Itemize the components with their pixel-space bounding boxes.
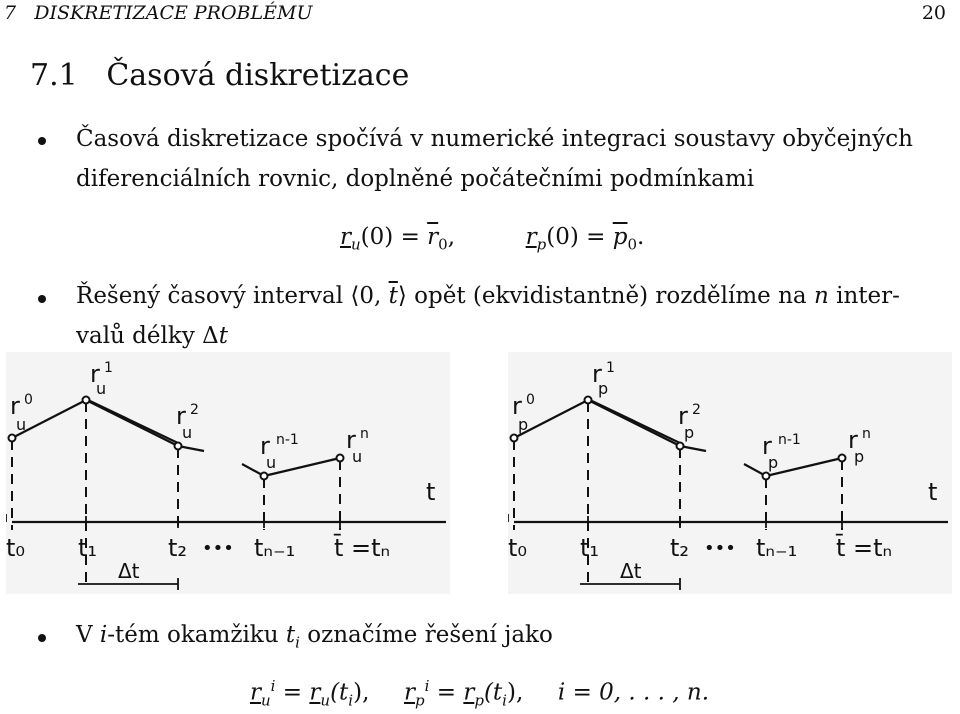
svg-text:•••: ••• (704, 538, 736, 559)
svg-text:p: p (768, 453, 779, 472)
section-number: 7.1 (30, 58, 78, 93)
var-r0: $\overline{r}$ (427, 224, 439, 250)
svg-text:tₙ₋₁: tₙ₋₁ (254, 534, 296, 562)
svg-text:p: p (518, 415, 529, 434)
chapter-title: DISKRETIZACE PROBLÉMU (34, 2, 313, 24)
section-heading (30, 58, 409, 93)
sub-i: i (502, 691, 507, 710)
bullet3-text-b: -tém okamžiku (107, 622, 286, 648)
svg-text:r: r (90, 360, 100, 388)
solution-notation-equation (250, 677, 709, 709)
svg-text:t̄ =tₙ: t̄ =tₙ (334, 534, 391, 562)
var-r: r (340, 224, 351, 250)
bullet3-text-a: V (76, 622, 100, 648)
svg-text:r: r (592, 360, 602, 388)
sub-p: p (536, 235, 547, 254)
svg-text:p: p (854, 447, 865, 466)
sub-p: p (474, 691, 484, 710)
svg-text:u: u (96, 379, 107, 398)
svg-text:t₀: t₀ (508, 534, 528, 562)
eq-end: . (637, 224, 645, 250)
arg-t: (t (483, 679, 503, 706)
svg-text:r: r (512, 392, 522, 420)
svg-text:t₁: t₁ (78, 534, 98, 562)
svg-text:2: 2 (190, 402, 199, 418)
svg-text:u: u (266, 453, 277, 472)
svg-text:t₂: t₂ (168, 534, 188, 562)
sub-i: i (295, 633, 300, 652)
bullet3-line (76, 622, 553, 652)
svg-text:p: p (684, 423, 695, 442)
svg-text:r: r (678, 402, 688, 430)
var-t: t (218, 323, 228, 349)
arg-t: (t (330, 679, 349, 706)
running-header (4, 2, 312, 24)
var-r: r (463, 679, 475, 706)
svg-text:t: t (928, 478, 938, 506)
close-paren: ), (353, 679, 370, 706)
bullet2-line2-text: valů délky Δ (76, 323, 219, 349)
svg-text:1: 1 (606, 360, 615, 376)
svg-text:1: 1 (104, 360, 113, 376)
index-range: i = 0, . . . , n. (557, 679, 710, 706)
svg-text:n-1: n-1 (778, 432, 801, 448)
bullet-icon (38, 137, 46, 145)
bullet2-text-c: inter- (828, 283, 900, 309)
eq-arg: (0) = (546, 224, 613, 250)
var-t: t (285, 622, 296, 648)
bullet1-line1: Časová diskretizace spočívá v numerické integraci soustavy obyčejných (76, 126, 913, 152)
svg-text:n: n (360, 426, 369, 442)
close-paren: ), (506, 679, 524, 706)
bullet-icon (38, 634, 46, 642)
svg-text:r: r (260, 432, 270, 460)
initial-conditions-equation (340, 224, 644, 254)
figure-right-timeline (508, 352, 952, 594)
svg-text:0: 0 (526, 392, 535, 408)
var-r: r (404, 679, 416, 706)
svg-text:t̄ =tₙ: t̄ =tₙ (836, 534, 893, 562)
sub-u: u (351, 235, 361, 254)
eq-sign: = (275, 679, 310, 706)
var-r: r (525, 224, 537, 250)
svg-text:0: 0 (24, 392, 33, 408)
var-p0: $\overline{p}$ (612, 224, 628, 250)
svg-text:n-1: n-1 (276, 432, 299, 448)
bullet2-text-a: Řešený časový interval ⟨0, (76, 283, 389, 309)
eq-sep: , (447, 224, 456, 250)
svg-text:Δt: Δt (118, 559, 140, 583)
bullet1-line2: diferenciálních rovnic, doplněné počátečními podmínkami (76, 166, 755, 192)
var-n: n (813, 283, 829, 309)
svg-text:r: r (176, 402, 186, 430)
eq-arg: (0) = (360, 224, 428, 250)
sub-0: 0 (438, 235, 448, 254)
t-bar: $\overline{t}$ (388, 283, 398, 309)
sub-u: u (261, 691, 271, 710)
svg-text:p: p (598, 379, 609, 398)
var-r: r (250, 679, 261, 706)
svg-text:Δt: Δt (620, 559, 642, 583)
timeline-sketch-p (508, 352, 952, 594)
bullet2-line1 (76, 283, 900, 309)
page-number: 20 (921, 2, 946, 24)
svg-text:t₀: t₀ (6, 534, 26, 562)
timeline-sketch-u (6, 352, 450, 594)
svg-text:t: t (426, 478, 436, 506)
bullet2-text-b: ⟩ opět (ekvidistantně) rozdělíme na (397, 283, 814, 309)
svg-text:•••: ••• (202, 538, 234, 559)
svg-text:u: u (16, 415, 27, 434)
sub-p: p (415, 691, 425, 710)
sub-u: u (320, 691, 331, 710)
var-r: r (309, 679, 321, 706)
svg-text:tₙ₋₁: tₙ₋₁ (756, 534, 798, 562)
svg-text:r: r (346, 426, 356, 454)
bullet2-line2 (76, 323, 228, 349)
var-i: i (99, 622, 108, 648)
svg-text:u: u (182, 423, 193, 442)
svg-text:u: u (352, 447, 363, 466)
svg-text:r: r (762, 432, 772, 460)
svg-text:2: 2 (692, 402, 701, 418)
svg-text:t₂: t₂ (670, 534, 690, 562)
bullet-icon (38, 295, 46, 303)
svg-text:n: n (862, 426, 871, 442)
sub-i: i (348, 691, 354, 710)
svg-text:r: r (10, 392, 20, 420)
section-title: Časová diskretizace (106, 58, 410, 93)
svg-text:r: r (848, 426, 858, 454)
chapter-number: 7 (4, 2, 17, 24)
figure-left-timeline (6, 352, 450, 594)
svg-text:t₁: t₁ (580, 534, 600, 562)
sub-0: 0 (627, 235, 638, 254)
sup-i: i (424, 677, 430, 695)
sup-i: i (270, 677, 276, 695)
bullet3-text-c: označíme řešení jako (299, 622, 553, 648)
eq-sign: = (429, 679, 464, 706)
